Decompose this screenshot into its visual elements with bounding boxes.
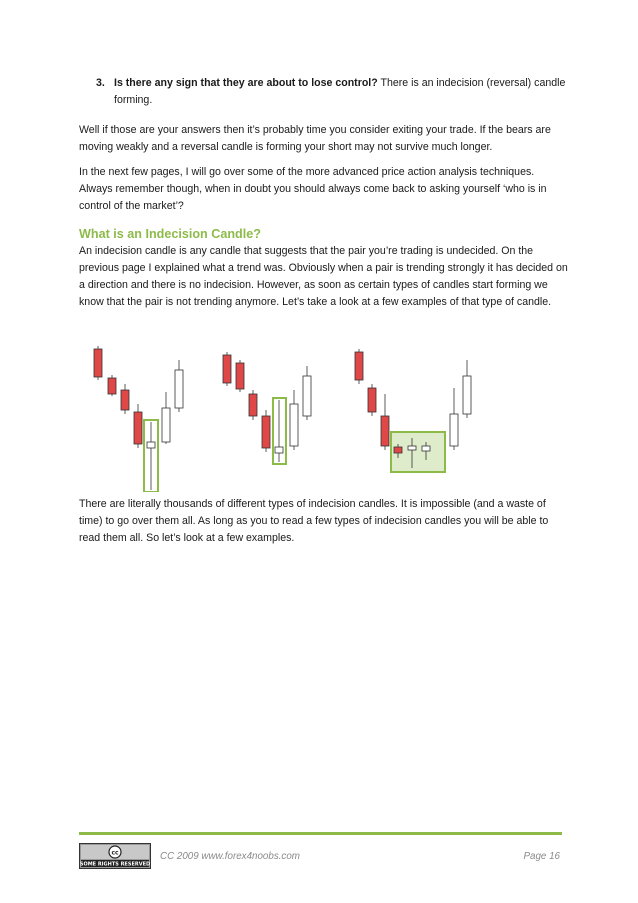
paragraph-indecision-definition: An indecision candle is any candle that suggests that the pair you’re trading is undecided. On the previous page I explained what a trend was. Obviously when a pair is trending strongly it has decided on a direction and there is no indecision. However, as soon as certain types of candles start forming we know that the pair is not trending anymore. Let’s take a look at a few examples of that type of candle. <box>79 245 568 308</box>
bull-candle <box>290 390 298 450</box>
footer-page-number: Page 16 <box>523 851 560 862</box>
bull-candle <box>463 360 471 418</box>
paragraph-exit-trade: Well if those are your answers then it’s probably time you consider exiting your trade. If the bears are moving weakly and a reversal candle is forming your short may not survive much longer. <box>79 124 551 153</box>
doji-example-3 <box>355 349 471 472</box>
candlestick-figure <box>86 346 486 492</box>
bear-candle <box>381 394 389 450</box>
numbered-list-item <box>96 75 566 109</box>
bear-candle <box>223 352 231 386</box>
bear-candle <box>262 410 270 452</box>
bull-candle <box>303 366 311 420</box>
doji-candle <box>147 422 155 490</box>
bull-candle <box>175 360 183 412</box>
bear-candle <box>134 404 142 448</box>
list-question: Is there any sign that they are about to lose control? <box>114 77 378 89</box>
footer-copyright: CC 2009 www.forex4noobs.com <box>160 851 300 862</box>
list-number: 3. <box>96 77 105 89</box>
bear-candle <box>121 384 129 414</box>
indecision-highlight-box <box>273 398 286 464</box>
doji-example-2 <box>223 352 311 464</box>
paragraph-advanced-techniques: In the next few pages, I will go over some of the more advanced price action analysis techniques. Always remember though, when in doubt you should always come back to asking yourself ‘who is in control of the market’? <box>79 166 547 212</box>
bear-candle <box>108 375 116 396</box>
bull-candle <box>162 392 170 444</box>
bull-candle <box>450 388 458 450</box>
section-heading: What is an Indecision Candle? <box>79 227 261 241</box>
svg-text:cc: cc <box>111 849 119 857</box>
list-answer: There is an indecision (reversal) candle forming. <box>114 77 566 106</box>
bear-candle <box>368 384 376 416</box>
paragraph-indecision-types: There are literally thousands of different types of indecision candles. It is impossible (and a waste of time) to go over them all. As long as you to read a few types of indecision candles you will be able to read them all. So let’s look at a few examples. <box>79 498 549 544</box>
bear-candle <box>355 349 363 384</box>
creative-commons-icon <box>79 843 151 869</box>
footer-divider <box>79 832 562 835</box>
doji-example-1 <box>94 346 183 492</box>
badge-text: SOME RIGHTS RESERVED <box>79 861 151 868</box>
bear-candle <box>94 346 102 380</box>
doji-candle <box>275 400 283 462</box>
bear-candle <box>236 360 244 392</box>
bear-candle <box>249 390 257 420</box>
